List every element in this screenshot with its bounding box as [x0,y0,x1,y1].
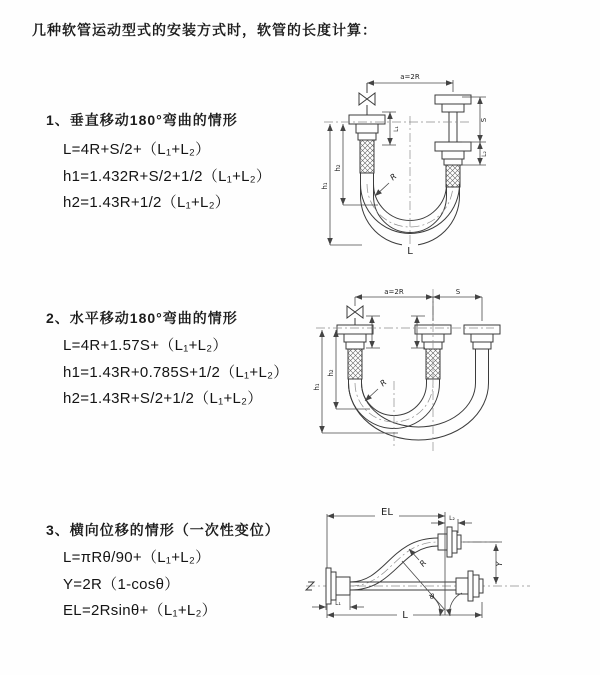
section-2-heading: 2、水平移动180°弯曲的情形 [46,310,238,326]
centerlines [316,289,494,453]
dim-label-h1: h₁ [313,383,321,391]
displaced-pipe-end [464,325,500,349]
braid-section [348,349,362,379]
dim-label-l: L [402,610,408,621]
valve-icon [347,306,363,325]
dim-label-h1: h₁ [321,182,329,190]
diagram-lateral-displacement [298,498,598,658]
left-flange [326,568,350,604]
dim-label-el: EL [381,507,393,518]
formula-line: L=4R+S/2+（L₁+L₂） [63,141,211,158]
dimensions [312,506,504,621]
dim-label-r: R [388,171,399,183]
formula-line: h1=1.43R+0.785S+1/2（L₁+L₂） [63,364,289,381]
formula-line: Y=2R（1-cosθ） [63,576,180,593]
page-title: 几种软管运动型式的安装方式时，软管的长度计算： [32,22,377,38]
formula-line: EL=2Rsinθ+（L₁+L₂） [63,602,217,619]
section-3-heading: 3、横向位移的情形（一次性变位） [46,522,280,538]
dim-label-l2: L₂ [449,515,455,522]
formula-line: h1=1.432R+S/2+1/2（L₁+L₂） [63,168,272,185]
dim-label-r: R [417,558,429,569]
right-flange [456,571,483,601]
dim-label-l2: L₂ [481,151,488,157]
dim-label-span: a=2R [384,288,404,296]
diagram-vertical-180-bend [310,68,600,258]
hose-u-bend-two-positions [349,349,489,440]
valve-icon [359,93,375,115]
dim-label-y: Y [495,561,504,567]
dimensions [313,288,482,433]
dim-label-l: L [407,246,413,257]
dim-label-s: S [455,288,461,296]
formula-line: L=4R+1.57S+（L₁+L₂） [63,337,228,354]
right-pipe-end [435,95,471,187]
dim-label-r: R [378,377,389,389]
dim-label-span: a=2R [400,73,420,81]
diagram-horizontal-180-bend [308,283,598,468]
upper-flange [438,527,461,557]
dim-label-l1: L₁ [335,600,341,607]
dim-label-h2: h₂ [327,369,335,377]
section-1-heading: 1、垂直移动180°弯曲的情形 [46,112,238,128]
formula-line: L=πRθ/90+（L₁+L₂） [63,549,211,566]
dim-label-s: S [480,117,488,123]
angle-label-theta: θ [430,593,435,601]
formula-line: h2=1.43R+1/2（L₁+L₂） [63,194,231,211]
braid-section [446,165,460,187]
left-pipe-end [349,83,385,173]
braid-section [360,140,374,173]
left-pipe-end [337,297,373,379]
dim-label-h2: h₂ [334,164,342,172]
dim-label-l1: L₁ [393,126,400,132]
construction-lines [402,512,462,616]
formula-line: h2=1.43R+S/2+1/2（L₁+L₂） [63,390,263,407]
